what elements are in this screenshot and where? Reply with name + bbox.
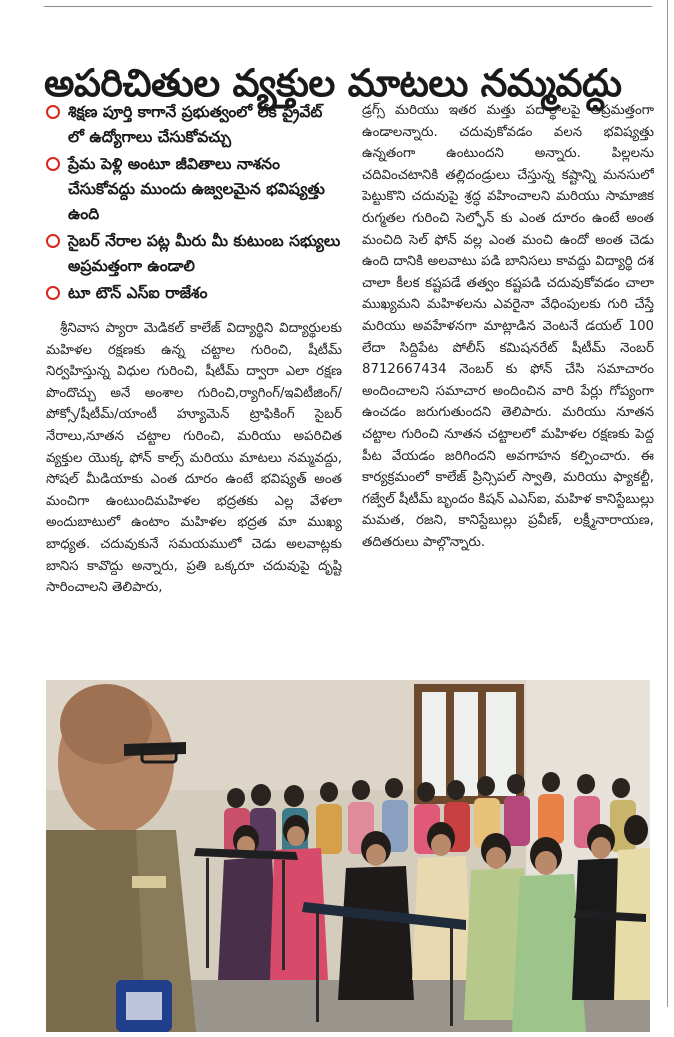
right-column-rule bbox=[667, 0, 668, 1007]
circle-bullet-icon bbox=[46, 105, 60, 119]
headline: అపరిచితుల వ్యక్తుల మాటలు నమ్మవద్దు bbox=[44, 61, 622, 106]
left-body-text: శ్రీనివాస ప్యారా మెడికల్ కాలేజ్ విద్యార్థిని విద్యార్థులకు మహిళల రక్షణకు ఉన్న చట్టాల గురించి, షీటీమ్ నిర్వహిస్తున్న విధుల గురించి, షీటీమ్ ద్వారా ఎలా రక్షణ పొందొచ్చు అనే అంశాల గురించి,ర్యాగింగ్/ఇవిటీజింగ్/పోక్సో/షీటీమ్/యాంటీ హ్యూమెన్ ట్రాఫికింగ్ సైబర్ నేరాలు,నూతన చట్టాల గురించి, మరియు అపరిచిత వ్యక్తుల యొక్క ఫోన్ కాల్స్ మరియు మాటలు నమ్మవద్దు, సోషల్ మీడియాకు ఎంత దూరం ఉంటే భవిష్యత్ అంత మంచిగా ఉంటుందిమహిళల భద్రతకు ఎల్ల వేళలా అందుబాటులో ఉంటాం మహిళల భద్రత మా ముఖ్య బాధ్యత. చదువుకునే సమయములో చెడు అలవాట్లకు బానిస కావొద్దు అన్నారు, ప్రతి ఒక్కరూ చదువుపై దృష్టి సారించాలని తెలిపారు, bbox=[46, 321, 342, 596]
highlight-text: సైబర్ నేరాల పట్ల మీరు మీ కుటుంబ సభ్యులు అప్రమత్తంగా ఉండాలి bbox=[68, 232, 341, 275]
right-body-text: డ్రగ్స్ మరియు ఇతర మత్తు పదార్థాలపై అప్రమత్తంగా ఉండాలన్నారు. చదువుకోవడం వలన భవిష్యత్తు ఉన్నతంగా ఉంటుందని అన్నారు. పిల్లలను చదివించటానికి తల్లిదండ్రులు చేస్తున్న కష్టాన్ని మనసులో పెట్టుకొని చదువుపై శ్రద్ధ వహించాలని మరియు సామాజిక రుగ్మతల గురించి సెల్ఫోన్ కు ఎంత దూరం ఉంటే అంత మంచిది సెల్ ఫోన్ వల్ల ఎంత మంచి ఉందో అంత చెడు ఉంది దానికి అలవాటు పడి బానిసలు కావద్దు విద్యార్థి దశ చాలా కీలక కష్టపడే తత్వం కష్టపడి చదువుకోవడం చాలా ముఖ్యమని మహిళలను ఎవరైనా వేధింపులకు గురి చేస్తే మరియు అవహేళనగా మాట్లాడిన వెంటనే డయల్ 100 లేదా సిద్దిపేట పోలీస్ కమిషనరేట్ షీటీమ్ నెంబర్ 8712667434 నెంబర్ కు ఫోన్ చేసి సమాచారం అందించాలని సమాచార అందించిన వారి పేర్లు గోప్యంగా ఉంచడం జరుగుతుందని తెలిపారు. మరియు నూతన చట్టాల గురించి నూతన చట్టాలలో మహిళల రక్షణకు పెద్ద పీట వేయడం జరిగిందని అవగాహన కల్పించారు. ఈ కార్యక్రమంలో కాలేజ్ ప్రిన్సిపల్ స్వాతి, మరియు ఫ్యాకల్టీ, గజ్వేల్ షీటీమ్ బృందం కిషన్ ఎఎస్ఐ, మహిళ కానిస్టేబుల్లు మమత, రజని, కానిస్టేబుల్లు ప్రవీణ్, లక్ష్మీనారాయణ, తదితరులు పాల్గొన్నారు. bbox=[362, 103, 654, 550]
right-column bbox=[362, 100, 654, 553]
highlight-text: ప్రేమ పెళ్లి అంటూ జీవితాలు నాశనం చేసుకోవద్దు ముందు ఉజ్వలమైన భవిష్యత్తు ఉంది bbox=[68, 155, 325, 223]
classroom-photo-illustration bbox=[46, 680, 650, 1032]
circle-bullet-icon bbox=[46, 286, 60, 300]
circle-bullet-icon bbox=[46, 157, 60, 171]
top-rule bbox=[44, 6, 652, 7]
circle-bullet-icon bbox=[46, 234, 60, 248]
highlight-item bbox=[46, 152, 342, 227]
event-photo bbox=[46, 680, 650, 1032]
highlight-item bbox=[46, 229, 342, 279]
highlight-text: టూ టౌన్ ఎస్ఐ రాజేశం bbox=[68, 284, 208, 302]
left-column bbox=[46, 100, 342, 599]
highlight-item bbox=[46, 100, 342, 150]
highlight-item bbox=[46, 281, 342, 306]
highlight-text: శిక్షణ పూర్తి కాగానే ప్రభుత్వంలో లేక ప్రైవేట్ లో ఉద్యోగాలు చేసుకోవచ్చు bbox=[68, 103, 323, 146]
highlights-list bbox=[46, 100, 342, 306]
